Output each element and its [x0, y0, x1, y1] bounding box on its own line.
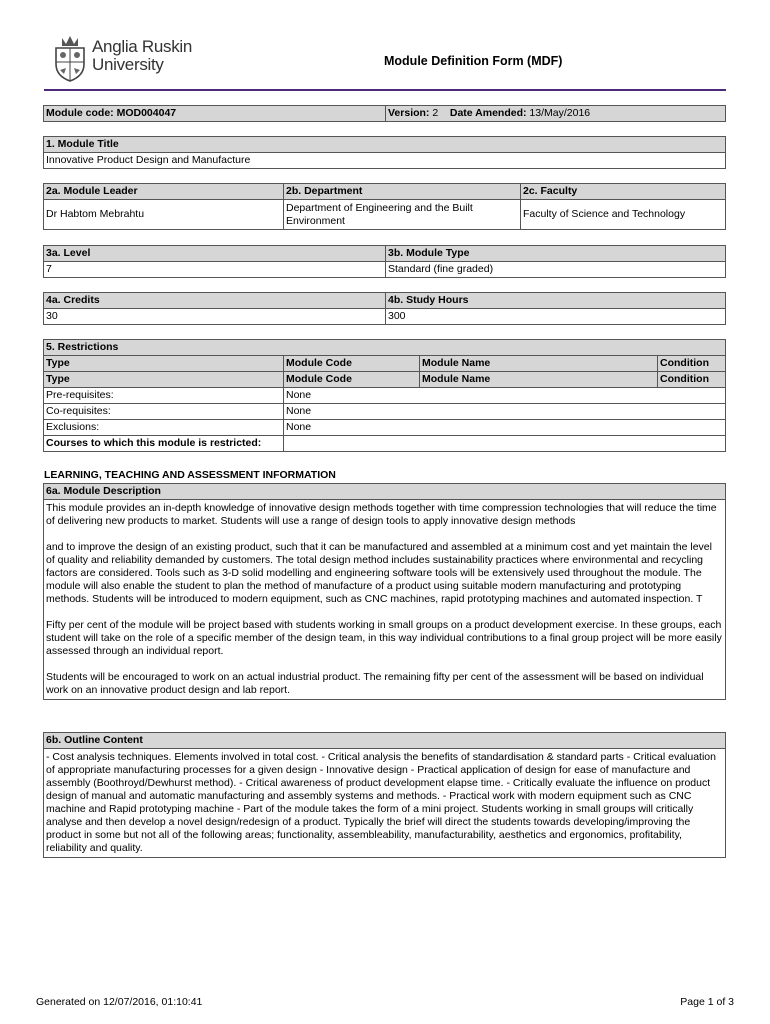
col-module-code: Module Code [284, 356, 420, 372]
module-description-heading: 6a. Module Description [44, 484, 726, 500]
prerequisites-label: Pre-requisites: [44, 388, 284, 404]
header-divider [44, 89, 726, 91]
faculty-value: Faculty of Science and Technology [521, 200, 726, 230]
credits-table [43, 292, 726, 325]
col-condition: Condition [658, 356, 726, 372]
module-title-heading: 1. Module Title [44, 137, 726, 153]
exclusions-value: None [284, 420, 726, 436]
corequisites-label: Co-requisites: [44, 404, 284, 420]
module-title-value: Innovative Product Design and Manufacture [44, 153, 726, 169]
outline-content-table [43, 732, 726, 858]
logo-line-1: Anglia Ruskin [92, 37, 193, 56]
department-heading: 2b. Department [284, 184, 521, 200]
module-description-table [43, 483, 726, 700]
restrictions-heading: 5. Restrictions [44, 340, 726, 356]
page-header [44, 32, 726, 90]
prerequisites-value: None [284, 388, 726, 404]
description-paragraph-2: and to improve the design of an existing product, such that it can be manufactured and assembled at a minimum cost and yet maintain the level of quality and reliability demanded by customers. The total design method includes sustainability practices where environmental and recycling factors are considered. Tools such as 3-D solid modelling and engineering software tools will be extensively used throughout the module. The module will also enable the student to plan the method of manufacture of a product using suitable modern manufacturing and prototyping methods. Students will be introduced to modern equipment, such as CNC machines, rapid prototyping machines and automated inspection. T [46, 541, 712, 605]
version-label: Version: [388, 107, 430, 119]
credits-value: 30 [44, 309, 386, 325]
level-heading: 3a. Level [44, 246, 386, 262]
courses-restricted-label: Courses to which this module is restricted: [44, 436, 284, 452]
module-leader-value: Dr Habtom Mebrahtu [44, 200, 284, 230]
outline-content-body: - Cost analysis techniques. Elements involved in total cost. - Critical analysis the benefits of standardisation & standard parts - Critical evaluation of appropriate manufacturing processes for a given design - Innovative design - Practical application of design for ease of manufacture and assembly (Boothroyd/Dewhurst method). - Critical awareness of product development elapse time. - Critically evaluate the influence on product design of manual and automatic manufacturing and assembly systems and methods. - Practical work with modern equipment such as CNC machine and Rapid prototyping machine - Part of the module takes the form of a mini project. Students working in small groups will critically analyse and then develop a novel design/redesign of a product. Typically the brief will direct the students towards developing/improving the product in some but not all of the following areas; functionality, assembleability, manufacturability, aesthetics and ergonomics, profitability, reliability and quality. [44, 749, 726, 858]
corequisites-value: None [284, 404, 726, 420]
logo-line-2: University [92, 55, 164, 74]
module-leader-heading: 2a. Module Leader [44, 184, 284, 200]
generated-timestamp: Generated on 12/07/2016, 01:10:41 [36, 996, 203, 1008]
level-table [43, 245, 726, 278]
module-type-heading: 3b. Module Type [386, 246, 726, 262]
study-hours-value: 300 [386, 309, 726, 325]
col-condition-repeat: Condition [658, 372, 726, 388]
module-title-table [43, 136, 726, 169]
col-type-repeat: Type [44, 372, 284, 388]
page-number: Page 1 of 3 [680, 996, 734, 1008]
version-value: 2 [432, 107, 439, 119]
leader-table [43, 183, 726, 230]
col-type: Type [44, 356, 284, 372]
date-label: Date Amended: [449, 107, 527, 119]
version-date-cell [386, 106, 726, 122]
credits-heading: 4a. Credits [44, 293, 386, 309]
lta-heading: LEARNING, TEACHING AND ASSESSMENT INFORMATION [44, 469, 336, 481]
module-code-table [43, 105, 726, 122]
study-hours-heading: 4b. Study Hours [386, 293, 726, 309]
level-value: 7 [44, 262, 386, 278]
courses-restricted-value [284, 436, 726, 452]
faculty-heading: 2c. Faculty [521, 184, 726, 200]
module-description-body [44, 500, 726, 700]
crest-icon [52, 34, 88, 82]
university-logo [52, 34, 222, 84]
description-paragraph-1: This module provides an in-depth knowledge of innovative design methods together with time compression technologies that will reduce the time of delivering new products to market. Students will use a range of design tools to apply innovative design methods [46, 502, 717, 527]
col-module-name-repeat: Module Name [420, 372, 658, 388]
exclusions-label: Exclusions: [44, 420, 284, 436]
restrictions-table [43, 339, 726, 452]
outline-content-heading: 6b. Outline Content [44, 733, 726, 749]
form-title: Module Definition Form (MDF) [384, 54, 563, 68]
col-module-code-repeat: Module Code [284, 372, 420, 388]
date-value: 13/May/2016 [529, 107, 591, 119]
description-paragraph-4: Students will be encouraged to work on an actual industrial product. The remaining fifty per cent of the assessment will be based on individual work on an innovative product design and lab report. [46, 671, 704, 696]
module-code: Module code: MOD004047 [44, 106, 386, 122]
col-module-name: Module Name [420, 356, 658, 372]
description-paragraph-3: Fifty per cent of the module will be project based with students working in small groups on a product development exercise. In these groups, each student will take on the role of a specific member of the design team, in this way individual contributions to a final group project will be more easily assessed through an individual report. [46, 619, 722, 657]
department-value: Department of Engineering and the Built Environment [284, 200, 521, 230]
module-type-value: Standard (fine graded) [386, 262, 726, 278]
